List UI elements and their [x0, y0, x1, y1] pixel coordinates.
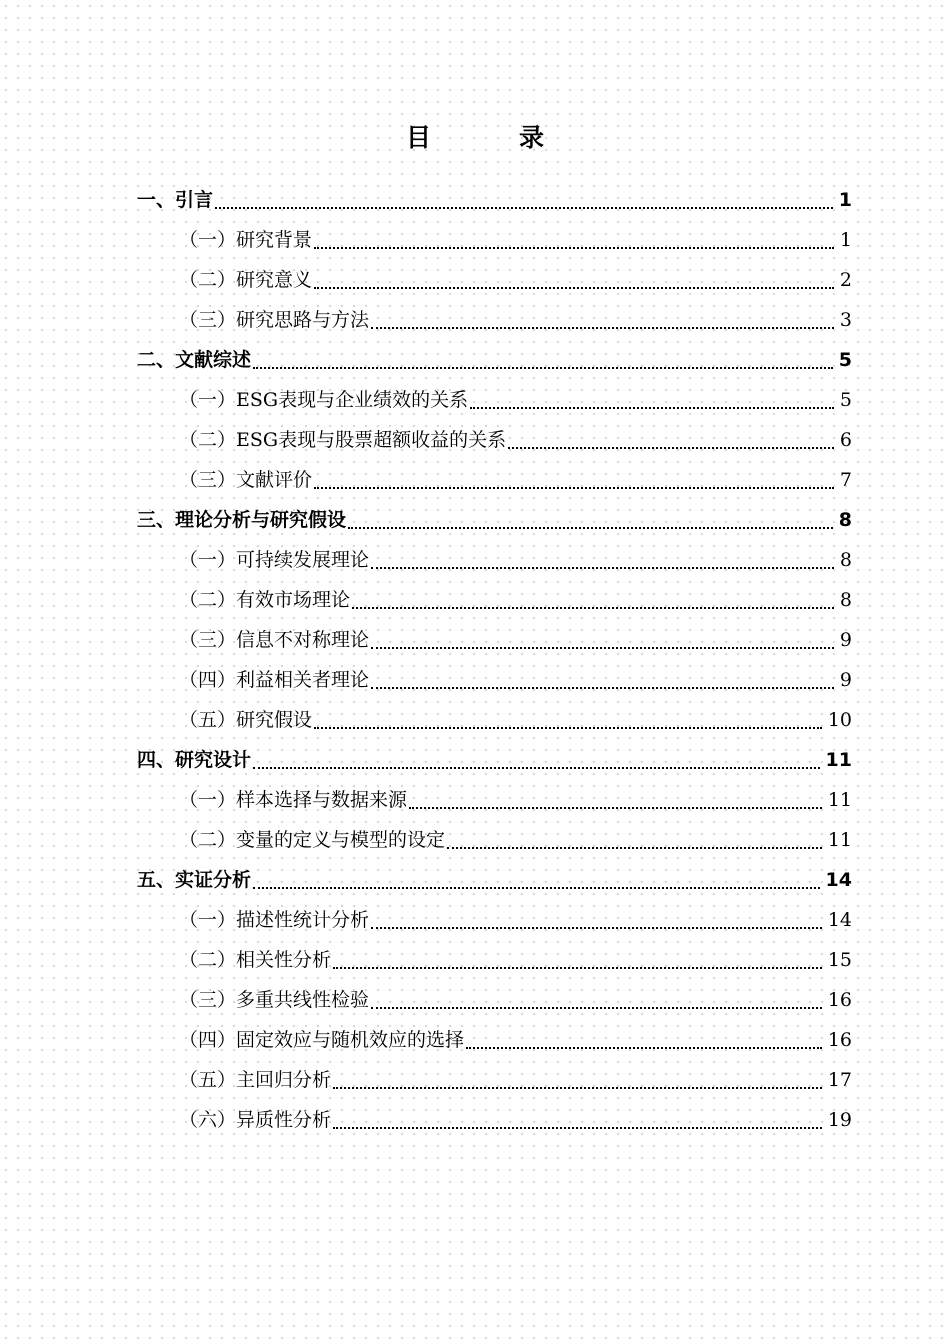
- dot-leader: [333, 1087, 822, 1089]
- toc-entry-label: （五）研究假设: [179, 709, 313, 731]
- dot-leader: [371, 567, 834, 569]
- toc-chapter-entry[interactable]: [137, 860, 852, 900]
- toc-entry-label: （二）研究意义: [179, 269, 313, 291]
- dot-leader: [466, 1047, 822, 1049]
- title-part-2: 录: [519, 123, 545, 152]
- toc-entry-label: （三）信息不对称理论: [179, 629, 370, 651]
- toc-section-entry[interactable]: [137, 540, 852, 580]
- toc-entry-label: （一）ESG表现与企业绩效的关系: [179, 389, 469, 411]
- toc-entry-label: （三）多重共线性检验: [179, 989, 370, 1011]
- toc-entry-label: 三、理论分析与研究假设: [137, 509, 347, 531]
- toc-entry-page-number: 15: [827, 949, 852, 971]
- toc-entry-page-number: 5: [838, 349, 852, 371]
- toc-chapter-entry[interactable]: [137, 500, 852, 540]
- toc-section-entry[interactable]: [137, 900, 852, 940]
- toc-entry-label: 五、实证分析: [137, 869, 252, 891]
- dot-leader: [348, 527, 833, 529]
- toc-section-entry[interactable]: [137, 300, 852, 340]
- dot-leader: [371, 687, 834, 689]
- dot-leader: [314, 287, 834, 289]
- toc-section-entry[interactable]: [137, 980, 852, 1020]
- toc-entry-label: 四、研究设计: [137, 749, 252, 771]
- dot-leader: [371, 927, 822, 929]
- toc-entry-page-number: 8: [839, 549, 852, 571]
- toc-entry-page-number: 9: [839, 629, 852, 651]
- toc-entry-page-number: 11: [827, 789, 852, 811]
- dot-leader: [314, 247, 834, 249]
- toc-entry-page-number: 2: [839, 269, 852, 291]
- toc-entry-page-number: 19: [827, 1109, 852, 1131]
- toc-section-entry[interactable]: [137, 460, 852, 500]
- toc-entry-page-number: 6: [839, 429, 852, 451]
- toc-entry-page-number: 17: [827, 1069, 852, 1091]
- toc-section-entry[interactable]: [137, 1060, 852, 1100]
- toc-entry-label: （三）文献评价: [179, 469, 313, 491]
- dot-leader: [314, 727, 822, 729]
- toc-section-entry[interactable]: [137, 700, 852, 740]
- dot-leader: [333, 967, 822, 969]
- toc-entry-page-number: 16: [827, 989, 852, 1011]
- toc-entry-page-number: 8: [839, 589, 852, 611]
- toc-section-entry[interactable]: [137, 580, 852, 620]
- toc-entry-page-number: 1: [839, 229, 852, 251]
- dot-leader: [447, 847, 822, 849]
- dot-leader: [508, 447, 834, 449]
- toc-entry-page-number: 3: [839, 309, 852, 331]
- toc-entry-page-number: 10: [827, 709, 852, 731]
- toc-entry-page-number: 11: [825, 749, 852, 771]
- toc-section-entry[interactable]: [137, 820, 852, 860]
- toc-entry-label: 二、文献综述: [137, 349, 252, 371]
- toc-entry-label: （一）研究背景: [179, 229, 313, 251]
- dot-leader: [253, 367, 833, 369]
- toc-entry-page-number: 5: [839, 389, 852, 411]
- toc-section-entry[interactable]: [137, 940, 852, 980]
- dot-leader: [253, 887, 820, 889]
- dot-leader: [215, 207, 833, 209]
- dot-leader: [352, 607, 834, 609]
- toc-entry-label: （六）异质性分析: [179, 1109, 332, 1131]
- toc-entry-label: 一、引言: [137, 189, 214, 211]
- toc-section-entry[interactable]: [137, 1020, 852, 1060]
- toc-entry-label: （四）固定效应与随机效应的选择: [179, 1029, 465, 1051]
- toc-entry-label: （四）利益相关者理论: [179, 669, 370, 691]
- toc-entry-label: （二）相关性分析: [179, 949, 332, 971]
- toc-entry-label: （二）ESG表现与股票超额收益的关系: [179, 429, 507, 451]
- toc-section-entry[interactable]: [137, 660, 852, 700]
- toc-section-entry[interactable]: [137, 780, 852, 820]
- dot-leader: [371, 1007, 822, 1009]
- title-part-1: 目: [405, 123, 431, 152]
- toc-section-entry[interactable]: [137, 380, 852, 420]
- toc-entry-page-number: 7: [839, 469, 852, 491]
- toc-entry-page-number: 16: [827, 1029, 852, 1051]
- toc-entry-label: （五）主回归分析: [179, 1069, 332, 1091]
- toc-entry-page-number: 1: [838, 189, 852, 211]
- dot-leader: [409, 807, 822, 809]
- toc-entry-label: （一）样本选择与数据来源: [179, 789, 408, 811]
- toc-entry-label: （一）描述性统计分析: [179, 909, 370, 931]
- toc-entry-label: （二）变量的定义与模型的设定: [179, 829, 446, 851]
- toc-section-entry[interactable]: [137, 620, 852, 660]
- toc-section-entry[interactable]: [137, 420, 852, 460]
- toc-entry-page-number: 11: [827, 829, 852, 851]
- toc-entry-page-number: 8: [838, 509, 852, 531]
- toc-chapter-entry[interactable]: [137, 340, 852, 380]
- dot-leader: [371, 327, 834, 329]
- dot-leader: [470, 407, 834, 409]
- toc-section-entry[interactable]: [137, 1100, 852, 1140]
- toc-section-entry[interactable]: [137, 220, 852, 260]
- toc-entry-page-number: 9: [839, 669, 852, 691]
- dot-leader: [333, 1127, 822, 1129]
- toc-section-entry[interactable]: [137, 260, 852, 300]
- dot-leader: [371, 647, 834, 649]
- page-title: [0, 116, 950, 156]
- toc-chapter-entry[interactable]: [137, 740, 852, 780]
- dot-leader: [253, 767, 820, 769]
- dot-leader: [314, 487, 834, 489]
- toc-entry-page-number: 14: [825, 869, 852, 891]
- toc-entry-label: （二）有效市场理论: [179, 589, 351, 611]
- toc-entry-page-number: 14: [827, 909, 852, 931]
- toc-entry-label: （一）可持续发展理论: [179, 549, 370, 571]
- toc-chapter-entry[interactable]: [137, 180, 852, 220]
- toc-entry-label: （三）研究思路与方法: [179, 309, 370, 331]
- table-of-contents: [137, 180, 852, 1140]
